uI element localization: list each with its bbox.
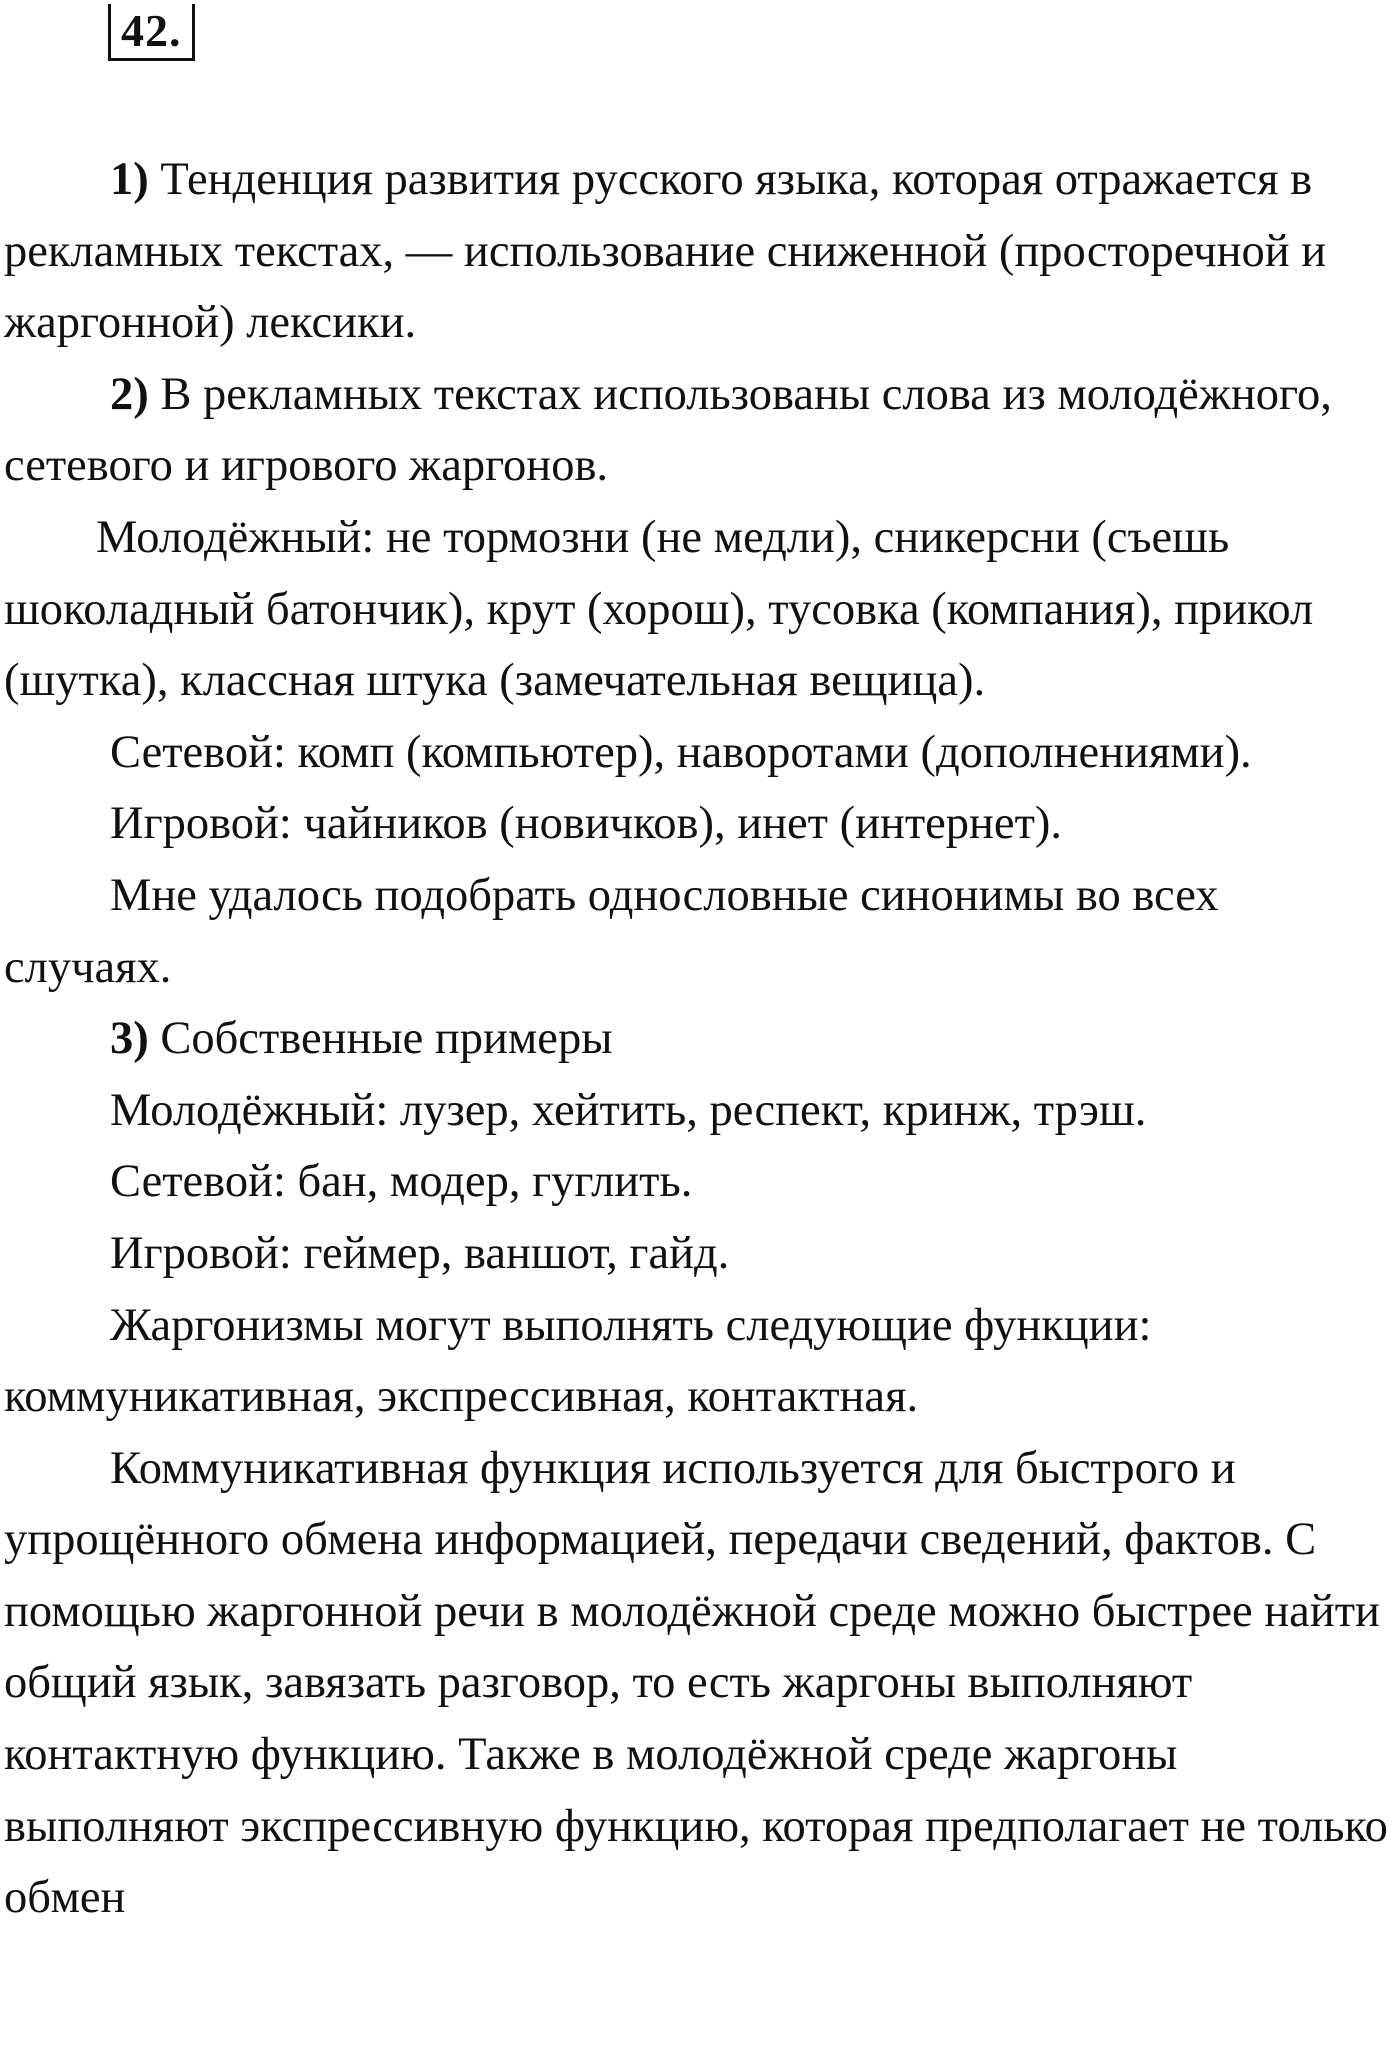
item-marker-2: 2) bbox=[110, 368, 149, 420]
task-number-box: 42. bbox=[108, 4, 195, 61]
item-marker-3: 3) bbox=[110, 1013, 149, 1065]
paragraph-text: Мне удалось подобрать однословные синонимы во всех случаях. bbox=[4, 869, 1219, 993]
paragraph-text: Молодёжный: лузер, хейтить, респект, кринж, трэш. bbox=[110, 1084, 1147, 1136]
paragraph-text: Коммуникативная функция используется для быстрого и упрощённого обмена информацией, передачи сведений, фактов. С помощью жаргонной речи в молодёжной среде можно быстрее найти общий язык, завязать разговор, то есть жаргоны выполняют контактную функцию. Также в молодёжной среде жаргоны выполняют экспрессивную функцию, которая предполагает не только обмен bbox=[4, 1442, 1388, 1924]
paragraph-text: Молодёжный: не тормозни (не медли), сникерсни (съешь шоколадный батончик), крут (хорош), тусовка (компания), прикол (шутка), классная штука (замечательная вещица). bbox=[4, 511, 1314, 707]
paragraph-1 bbox=[4, 144, 1396, 359]
paragraph-own-network bbox=[4, 1146, 1396, 1218]
paragraph-own-game bbox=[4, 1218, 1396, 1290]
paragraph-functions bbox=[4, 1290, 1396, 1433]
paragraph-synonyms bbox=[4, 860, 1396, 1003]
paragraph-text: Игровой: геймер, ваншот, гайд. bbox=[110, 1227, 730, 1279]
paragraph-own-youth bbox=[4, 1075, 1396, 1147]
paragraph-text: Игровой: чайников (новичков), инет (интернет). bbox=[110, 798, 1063, 850]
answer-text bbox=[4, 144, 1396, 1934]
paragraph-text: Жаргонизмы могут выполнять следующие функции: коммуникативная, экспрессивная, контактная. bbox=[4, 1299, 1152, 1423]
paragraph-network-jargon bbox=[4, 717, 1396, 789]
paragraph-text: Тенденция развития русского языка, которая отражается в рекламных текстах, — использование сниженной (просторечной и жаргонной) лексики. bbox=[4, 154, 1327, 349]
paragraph-text: Сетевой: бан, модер, гуглить. bbox=[110, 1156, 693, 1208]
paragraph-3 bbox=[4, 1003, 1396, 1075]
paragraph-2 bbox=[4, 359, 1396, 502]
item-marker-1: 1) bbox=[110, 154, 149, 205]
paragraph-youth-jargon bbox=[4, 502, 1396, 717]
paragraph-game-jargon bbox=[4, 788, 1396, 860]
paragraph-text: В рекламных текстах использованы слова из молодёжного, сетевого и игрового жаргонов. bbox=[4, 368, 1332, 492]
paragraph-text: Сетевой: комп (компьютер), наворотами (дополнениями). bbox=[110, 726, 1252, 778]
paragraph-communicative bbox=[4, 1433, 1396, 1934]
paragraph-text: Собственные примеры bbox=[148, 1013, 613, 1065]
